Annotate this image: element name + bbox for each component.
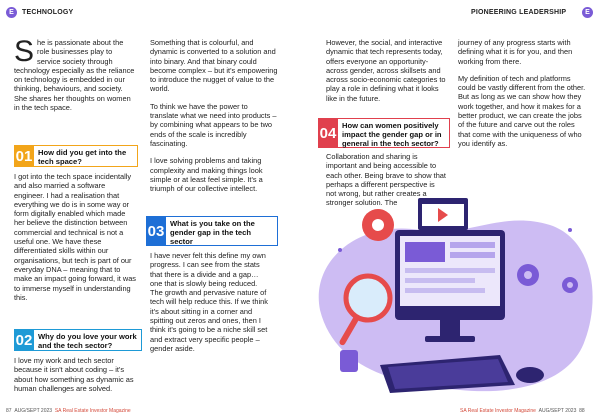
magazine-logo-icon-right: E [582, 7, 593, 18]
gear-icon [562, 277, 578, 293]
gear-icon [517, 264, 539, 286]
footer-left [6, 408, 131, 414]
col4-paragraph-2: My definition of tech and platforms could be vastly different from the other. But as long as we can show how they work together, and how it makes for a better product, we can create the jobs of the future and carve out the roles that come with the uniqueness of who you identify as. [458, 73, 586, 148]
issue-date-right: AUG/SEPT 2023 [538, 408, 577, 414]
answer-2 [14, 356, 138, 401]
answer-3-text: I have never felt this define my own progress. I can see from the stats that there is a divide and a gap… one that is slowly being reduced. The growth and pervasive nature of tech will help reduce this. If we think it's about sitting in a corner and spitting out zeros and ones, then I think it's going to be a niche skill set and extract very specific people – gender aside. [150, 251, 268, 353]
magazine-name-right: SA Real Estate Investor Magazine [460, 408, 536, 414]
answer-1 [14, 172, 136, 310]
drop-cap: S [14, 35, 35, 68]
col2-paragraph-1: Something that is colourful, and dynamic is converted to a solution and into binary. And that binary could become complex – but it's empowering to introduce the nugget of value to the world. [150, 38, 278, 94]
col2-paragraph-3: I love solving problems and taking complexity and making things look simple or at least feel simple. It's a triumph of our collective intellect. [150, 156, 263, 194]
answer-3 [150, 251, 268, 361]
answer-2-text: I love my work and tech sector because it isn't about coding – it's about how something as dynamic as human challenges are solved. [14, 356, 134, 393]
page-number-right: 88 [579, 408, 585, 414]
answer-1-text: I got into the tech space incidentally and also married a software engineer. I had a realisation that everything we do is in some way or form digitally enabled which made her believe the distinction between commercial and technical is not a useful one. We have these differentiated skills within our organisations, but tech is part of our everyday DNA – meaning that to make an impact going forward, it was to immerse myself in understanding this. [14, 172, 136, 302]
gear-icon [362, 209, 394, 241]
section-label-pioneering: PIONEERING LEADERSHIP [471, 9, 567, 16]
question-number: 02 [14, 329, 34, 351]
page-number-left: 87 [6, 408, 12, 414]
question-3 [146, 216, 278, 246]
column-3 [326, 38, 450, 111]
star-dot [338, 248, 342, 252]
answer-4-text: Collaboration and sharing is important and being accessible to each other. Being brave to show that perhaps a different perspective is not wrong, but rather creates a stronger solution. The [326, 152, 446, 208]
question-4 [318, 118, 450, 148]
column-1 [14, 35, 136, 120]
intro-paragraph [14, 35, 136, 113]
footer-right [460, 408, 585, 414]
tech-illustration [300, 190, 600, 405]
issue-date-left: AUG/SEPT 2023 [14, 408, 53, 414]
question-1 [14, 145, 138, 167]
question-number: 01 [14, 145, 34, 167]
star-dot [568, 228, 572, 232]
cup-icon [340, 350, 358, 372]
col2-paragraph-2: To think we have the power to translate what we need into products – by combining what appears to be two ends of the scale is incredibly fascinating. [150, 101, 277, 148]
column-4 [458, 38, 586, 156]
question-text: What is you take on the gender gap in the tech sector [166, 216, 278, 246]
question-2 [14, 329, 142, 351]
section-label-technology: TECHNOLOGY [22, 9, 74, 16]
col4-paragraph-1: journey of any progress starts with defining what it is for you, and then working from there. [458, 38, 573, 66]
magazine-logo-icon: E [6, 7, 17, 18]
question-text: How did you get into the tech space? [34, 145, 138, 167]
magazine-name-left: SA Real Estate Investor Magazine [54, 408, 131, 414]
question-text: Why do you love your work and the tech sector? [34, 329, 142, 351]
question-number: 03 [146, 216, 166, 246]
col3-paragraph-1: However, the social, and interactive dynamic that tech represents today, offers everyone an opportunity- across gender, across skillsets and across socio-economic categories to play a role in defining what it looks like in the future. [326, 38, 446, 103]
intro-text: he is passionate about the role businesses play to service society through technology especially as the reliance on technology is embedded in our thinking, behaviours, and society. She shares her thoughts on women in the tech space. [14, 38, 135, 113]
question-number: 04 [318, 118, 338, 148]
column-2 [150, 38, 278, 201]
mouse [516, 367, 544, 383]
floating-window [418, 198, 468, 230]
question-text: How can women positively impact the gender gap or in general in the tech sector? [338, 118, 450, 148]
